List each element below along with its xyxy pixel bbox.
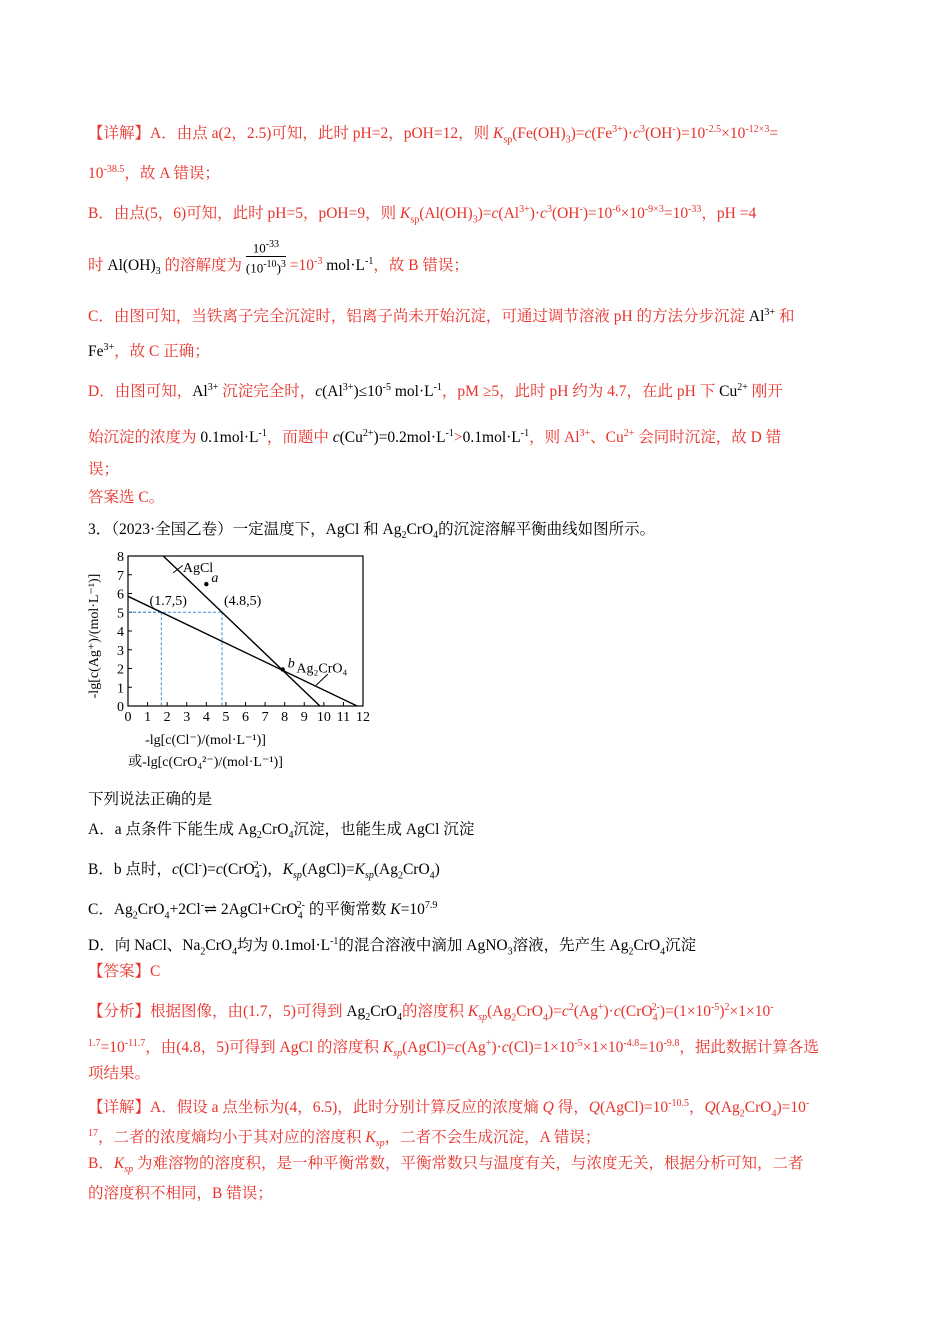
x-tick-label: 6 — [242, 710, 249, 725]
detail1-answer: 答案选 C。 — [88, 489, 165, 506]
y-tick-label: 6 — [117, 587, 124, 603]
point-label-a: a — [211, 571, 219, 587]
x-tick-label: 9 — [300, 710, 308, 725]
option-d: D．向 NaCl、$Na_2CrO_4$均为 $0.1mol\cdot L^{-1}$的混合溶液中滴加 AgNO$_3$溶液，先产生 $Ag_2CrO_4$沉淀 — [88, 936, 697, 958]
annotation-2: (4.8,5) — [223, 593, 262, 609]
detail2-line-4: 的溶度积不相同，B 错误； — [88, 1185, 273, 1202]
x-tick-label: 10 — [316, 710, 331, 725]
analysis-line-3: 项结果。 — [88, 1065, 151, 1082]
detail1-line-8: 始沉淀的浓度为 $0.1mol\cdot L^{-1}$，而题中 $c(Cu^{2+})=0.2mol\cdot L^{-1}>0.1mol\cdot L^{-1}$，则 $Al^{3+}$、$Cu^{2+}$ 会同时沉淀，故 D 错 — [88, 428, 782, 447]
detail1-line-1: 【详解】A．由点 a(2，2.5)可知，此时 pH=2，pOH=12，则 $K_{sp}(Fe(OH)_3)=c(Fe^{3+})\cdot c^3(OH^-)=10^{-2.5}\times 10^{-12\times 3}=$ — [88, 124, 779, 146]
point-a — [204, 582, 208, 586]
option-b: B．b 点时，c(Cl-)=c(CrO$_4^{2-}$)，$K_{sp}(AgCl)=K_{sp}(Ag_2CrO_4)$ — [88, 860, 440, 882]
analysis-line-2: $^{1.7}=10^{-11.7}$，由(4.8，5)可得到 AgCl 的溶度积 $K_{sp}(AgCl)=c(Ag^+)\cdot c(Cl)=1\times 10^{-5}\times 1\times 10^{-4.8}=10^{-9.8}$，据此数据计算各选 — [88, 1038, 819, 1060]
y-tick-label: 7 — [117, 568, 124, 584]
y-tick-label: 4 — [117, 625, 124, 640]
detail1-line-2: $10^{-38.5}$，故 A 错误； — [88, 164, 220, 183]
detail2-line-1: 【详解】A．假设 a 点坐标为(4，6.5)，此时分别计算反应的浓度熵 Q 得，$Q(AgCl)=10^{-10.5}$，$Q(Ag_2CrO_4)=10^-$ — [88, 1098, 810, 1120]
x-axis-label-2: 或-lg[c(CrO₄²⁻)/(mol·L⁻¹)] — [128, 755, 283, 770]
option-c: C．$Ag_2CrO_4+2Cl^-\rightleftharpoons$ 2AgCl+CrO$_4^{2-}$ 的平衡常数 $K=10^{7.9}$ — [88, 900, 438, 922]
x-tick-label: 8 — [281, 710, 289, 725]
y-tick-label: 8 — [117, 550, 124, 565]
detail1-line-3: B．由点(5，6)可知，此时 pH=5，pOH=9，则 $K_{sp}(Al(OH)_3)=c(Al^{3+})\cdot c^3(OH^-)=10^{-6}\times 10^{-9\times 3}=10^{-33}$，pH =4 — [88, 204, 757, 226]
y-tick-label: 5 — [117, 606, 124, 622]
detail1-line-4: 时 $Al(OH)_3$ 的溶解度为 $\frac{10^{-33}}{(10^{-10})^3}$ $=10^{-3}$ $mol\cdot L^{-1}$，故 B 错误； — [88, 238, 469, 278]
x-tick-label: 4 — [202, 710, 210, 725]
detail1-line-5: C．由图可知，当铁离子完全沉淀时，铝离子尚未开始沉淀，可通过调节溶液 pH 的方法分步沉淀 $Al^{3+}$ 和 — [88, 307, 795, 326]
question-prompt: 下列说法正确的是 — [88, 791, 213, 808]
y-tick-label: 1 — [117, 681, 124, 697]
y-tick-label: 0 — [117, 700, 124, 715]
analysis-line-1: 【分析】根据图像，由(1.7，5)可得到 $Ag_2CrO_4$的溶度积 $K_{sp}(Ag_2CrO_4)=c^2(Ag^+)\cdot c(CrO_4^{2-})=(1\times 10^{-5})^2\times 1\times 10^-$ — [88, 1002, 774, 1024]
point-b — [281, 667, 285, 671]
detail1-line-6: $Fe^{3+}$，故 C 正确； — [88, 342, 210, 361]
x-tick-label: 11 — [336, 710, 351, 725]
detail-tag: 【详解】 — [88, 125, 151, 143]
annotation-1: (1.7,5) — [149, 593, 187, 609]
plot-frame — [128, 556, 363, 706]
option-a: A．a 点条件下能生成 $Ag_2CrO_4$沉淀，也能生成 AgCl 沉淀 — [88, 821, 475, 842]
solubility-chart — [86, 548, 376, 778]
series-label-ag2cro4: Ag₂CrO₄ — [296, 661, 348, 677]
x-tick-label: 3 — [183, 710, 191, 725]
x-tick-label: 12 — [356, 710, 370, 725]
series-line-agcl — [163, 556, 320, 706]
x-tick-label: 2 — [163, 710, 171, 725]
detail1-line-9: 误； — [88, 461, 120, 478]
series-line-ag2cro4 — [128, 593, 357, 706]
detail2-line-2: $^{17}$，二者的浓度熵均小于其对应的溶度积 $K_{sp}$，二者不会生成沉淀，A 错误； — [88, 1128, 601, 1150]
detail2-line-3: B．$K_{sp}$ 为难溶物的溶度积，是一种平衡常数，平衡常数只与温度有关，与浓度无关，根据分析可知，二者 — [88, 1155, 804, 1176]
answer-label: 【答案】C — [88, 963, 161, 980]
x-axis-label: -lg[c(Cl⁻)/(mol·L⁻¹)] — [145, 733, 266, 748]
series-label-agcl: AgCl — [182, 560, 214, 576]
point-label-b: b — [287, 656, 295, 672]
x-tick-label: 0 — [124, 710, 132, 725]
y-tick-label: 2 — [117, 662, 124, 678]
y-axis-label: -lg[c(Ag⁺)/(mol·L⁻¹)] — [87, 573, 102, 699]
x-tick-label: 1 — [144, 710, 152, 725]
y-tick-label: 3 — [117, 643, 124, 659]
detail1-line-7: D．由图可知，$Al^{3+}$ 沉淀完全时，$c(Al^{3+})\le 10^{-5}$ $mol\cdot L^{-1}$，pM ≥5，此时 pH 约为 4.7，在此 pH 下 $Cu^{2+}$ 刚开 — [88, 382, 783, 401]
question-stem: 3．（2023·全国乙卷）一定温度下，AgCl 和 $Ag_2CrO_4$的沉淀溶解平衡曲线如图所示。 — [88, 521, 656, 542]
x-tick-label: 5 — [222, 710, 230, 725]
x-tick-label: 7 — [261, 710, 269, 725]
